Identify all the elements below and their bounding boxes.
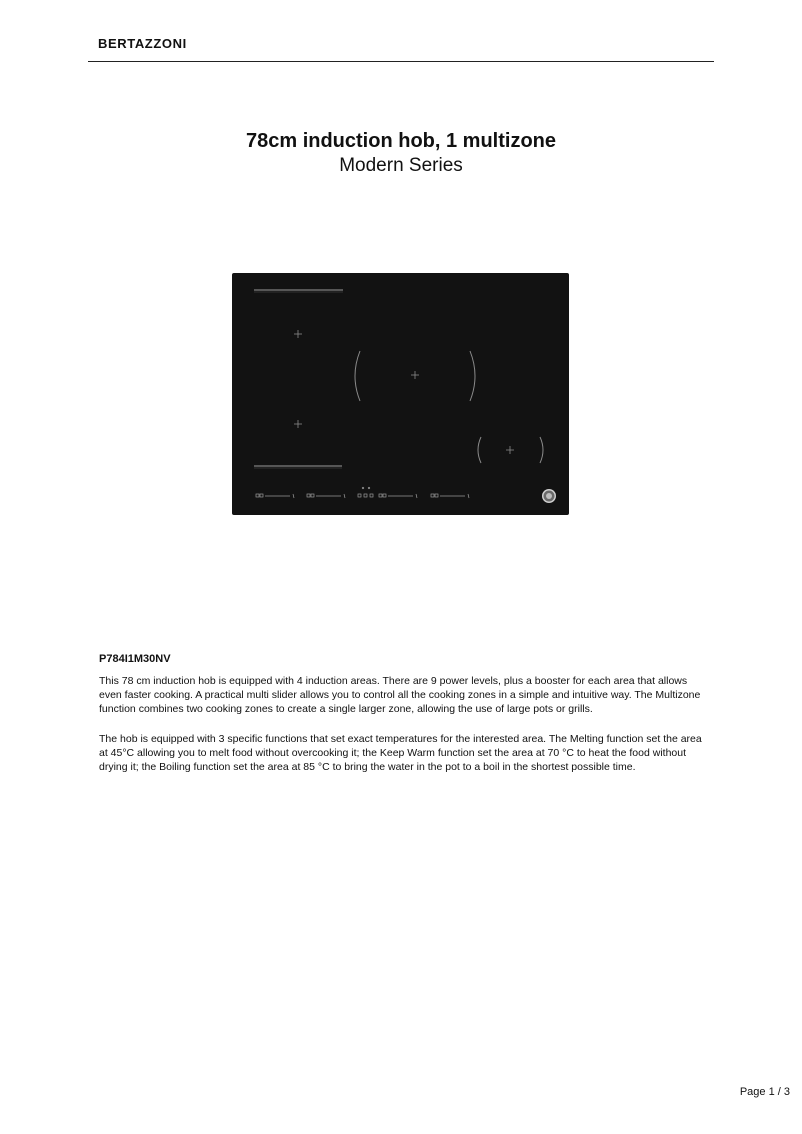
description-paragraph-1: This 78 cm induction hob is equipped with 4 induction areas. There are 9 power levels, plus a booster for each area that allows even faster cooking. A practical multi slider allows you to control all the cooking zones in a simple and intuitive way. The Multizone function combines two cooking zones to create a single larger zone, allowing the use of large pots or grills.	[99, 675, 701, 715]
product-title: 78cm induction hob, 1 multizone	[245, 130, 557, 152]
header-divider	[88, 61, 714, 62]
product-series: Modern Series	[339, 155, 463, 176]
page-number: Page 1 / 3	[739, 1086, 790, 1098]
hob-illustration	[232, 273, 569, 515]
bertazzoni-emblem-icon	[542, 489, 556, 503]
description-paragraph-2: The hob is equipped with 3 specific functions that set exact temperatures for the interested area. The Melting function set the area at 45°C allowing you to melt food without overcooking it; the Keep Warm function set the area at 70 °C to heat the food without drying it; the Boiling function set the area at 85 °C to bring the water in the pot to a boil in the shortest possible time.	[99, 733, 702, 773]
model-code: P784I1M30NV	[99, 653, 171, 665]
hob-glass-surface	[232, 273, 569, 515]
brand-logo-text: BERTAZZONI	[98, 36, 187, 51]
hob-product-image	[232, 273, 569, 515]
